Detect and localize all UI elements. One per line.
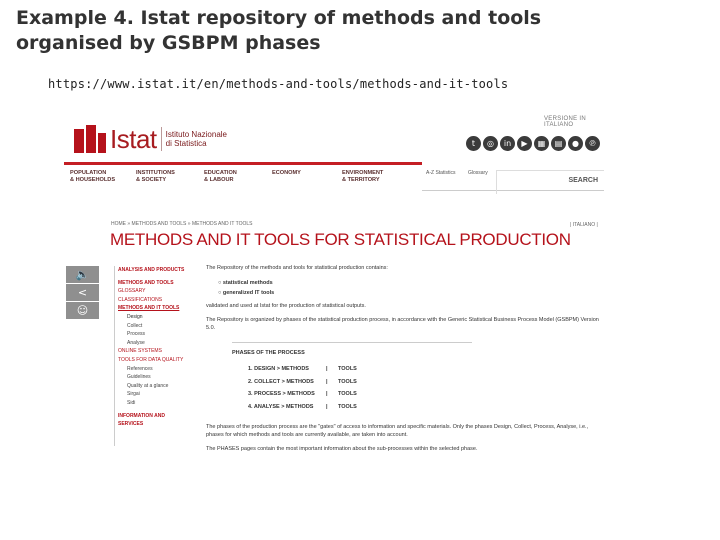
- phases-pages-text: The PHASES pages contain the most important information about the sub-processes within the selected phase.: [206, 446, 478, 453]
- istat-logo[interactable]: [70, 124, 227, 154]
- sidebar-guidelines[interactable]: Guidelines: [127, 374, 151, 381]
- twitter-icon[interactable]: t: [466, 136, 481, 151]
- sidebar-analyse[interactable]: Analyse: [127, 339, 145, 346]
- nav-glossary[interactable]: Glossary: [468, 170, 488, 176]
- phases-title: PHASES OF THE PROCESS: [232, 350, 305, 356]
- logo-subtitle-line1: Istituto Nazionale: [165, 130, 228, 139]
- sidebar-analysis[interactable]: ANALYSIS AND PRODUCTS: [118, 267, 185, 273]
- breadcrumb[interactable]: HOME » METHODS AND TOOLS » METHODS AND IT TOOLS: [111, 221, 253, 227]
- phase-process-tools-link[interactable]: TOOLS: [338, 391, 357, 398]
- sidebar-sidi[interactable]: Sidi: [127, 399, 136, 406]
- sidebar-sirgai[interactable]: Sirgai: [127, 391, 140, 398]
- slideshare-icon[interactable]: ▤: [551, 136, 566, 151]
- sidebar-tools-quality[interactable]: TOOLS FOR DATA QUALITY: [118, 356, 184, 363]
- sidebar-collect[interactable]: Collect: [127, 322, 143, 329]
- phases-box: [232, 342, 472, 413]
- slide-title-line2: organised by GSBPM phases: [16, 32, 321, 54]
- sidebar-references[interactable]: References: [127, 365, 153, 372]
- repository-url[interactable]: https://www.istat.it/en/methods-and-tools/methods-and-it-tools: [48, 77, 509, 91]
- italian-version-link[interactable]: VERSIONE IN ITALIANO: [544, 116, 586, 128]
- slide-title-line1: Example 4. Istat repository of methods and tools: [16, 7, 542, 29]
- phase-row-process: 3. PROCESS > METHODS | TOOLS: [232, 388, 472, 401]
- logo-separator: [161, 127, 162, 151]
- logo-subtitle: [166, 130, 227, 148]
- nav-institutions[interactable]: INSTITUTIONS & SOCIETY: [136, 170, 175, 183]
- nav-education[interactable]: EDUCATION & LABOUR: [204, 170, 237, 183]
- linkedin-icon[interactable]: in: [500, 136, 515, 151]
- sidebar-glossary[interactable]: GLOSSARY: [118, 288, 146, 295]
- sidebar-methods-it[interactable]: METHODS AND IT TOOLS: [118, 305, 180, 312]
- istat-logo-mark-icon: [70, 125, 108, 153]
- logo-wordmark: Istat: [110, 123, 157, 154]
- smiley-icon[interactable]: ☺: [66, 302, 99, 319]
- nav-population[interactable]: POPULATION & HOUSEHOLDS: [70, 170, 116, 183]
- search-label: SEARCH: [568, 177, 598, 184]
- phase-design-tools-link[interactable]: TOOLS: [338, 366, 357, 372]
- podcast-icon[interactable]: ℗: [585, 136, 600, 151]
- share-icon[interactable]: <: [66, 284, 99, 301]
- slide-title: [16, 6, 706, 56]
- bullet-statistical-methods[interactable]: ○ statistical methods: [218, 280, 273, 286]
- sidebar-menu: [114, 266, 202, 446]
- phase-process-methods-link[interactable]: 3. PROCESS > METHODS: [248, 391, 315, 398]
- validated-text: validated and used at Istat for the production of statistical outputs.: [206, 303, 366, 309]
- social-links: [466, 136, 600, 151]
- phase-row-collect: 2. COLLECT > METHODS | TOOLS: [232, 376, 472, 389]
- page-title: METHODS AND IT TOOLS FOR STATISTICAL PRODUCTION: [110, 230, 571, 249]
- gates-text: The phases of the production process are the "gates" of access to information and specific materials. Only the phases Design, Collect, Process, Analyse, i.e., phases for which methods and tools are currently available, are taken into account.: [206, 424, 589, 439]
- sidebar-process[interactable]: Process: [127, 331, 146, 338]
- nav-environment[interactable]: ENVIRONMENT & TERRITORY: [342, 170, 384, 183]
- sidebar-quality-glance[interactable]: Quality at a glance: [127, 382, 169, 389]
- speaker-icon[interactable]: 🔈: [66, 266, 99, 283]
- organized-text: The Repository is organized by phases of the statistical production process, in accordance with the Generic Statistical Business Process Model (GSBPM) Version 5.0.: [206, 317, 599, 331]
- phase-analyse-tools-link[interactable]: TOOLS: [338, 403, 357, 410]
- phase-analyse-methods-link[interactable]: 4. ANALYSE > METHODS: [248, 403, 314, 410]
- phase-collect-tools-link[interactable]: TOOLS: [338, 378, 357, 385]
- contents-list: [218, 278, 606, 298]
- app-icon[interactable]: ▦: [534, 136, 549, 151]
- phase-design-methods-link[interactable]: 1. DESIGN > METHODS: [248, 366, 309, 372]
- main-content: [206, 264, 606, 459]
- logo-subtitle-line2: di Statistica: [165, 139, 207, 148]
- instagram-icon[interactable]: ◎: [483, 136, 498, 151]
- nav-economy[interactable]: ECONOMY: [272, 170, 301, 176]
- sidebar-classifications[interactable]: CLASSIFICATIONS: [118, 296, 163, 303]
- sidebar-methods[interactable]: METHODS AND TOOLS: [118, 279, 174, 286]
- phase-row-design: 1. DESIGN > METHODS | TOOLS: [232, 363, 472, 376]
- sidebar-information[interactable]: INFORMATION AND SERVICES: [118, 412, 165, 428]
- bullet-it-tools[interactable]: ○ generalized IT tools: [218, 290, 275, 296]
- nav-az-statistics[interactable]: A-Z Statistics: [426, 170, 456, 176]
- sidebar-design[interactable]: Design: [127, 313, 143, 320]
- search-box[interactable]: [496, 170, 604, 194]
- intro-text: The Repository of the methods and tools for statistical production contains:: [206, 265, 388, 271]
- flickr-icon[interactable]: ●: [568, 136, 583, 151]
- phase-collect-methods-link[interactable]: 2. COLLECT > METHODS: [248, 378, 314, 385]
- italiano-link[interactable]: | ITALIANO |: [570, 222, 598, 228]
- istat-site-screenshot: [64, 110, 604, 510]
- youtube-icon[interactable]: ▶: [517, 136, 532, 151]
- phase-row-analyse: 4. ANALYSE > METHODS | TOOLS: [232, 401, 472, 414]
- main-navigation: [64, 162, 604, 196]
- accessibility-tools: [66, 266, 99, 320]
- sidebar-online-systems[interactable]: ONLINE SYSTEMS: [118, 348, 162, 355]
